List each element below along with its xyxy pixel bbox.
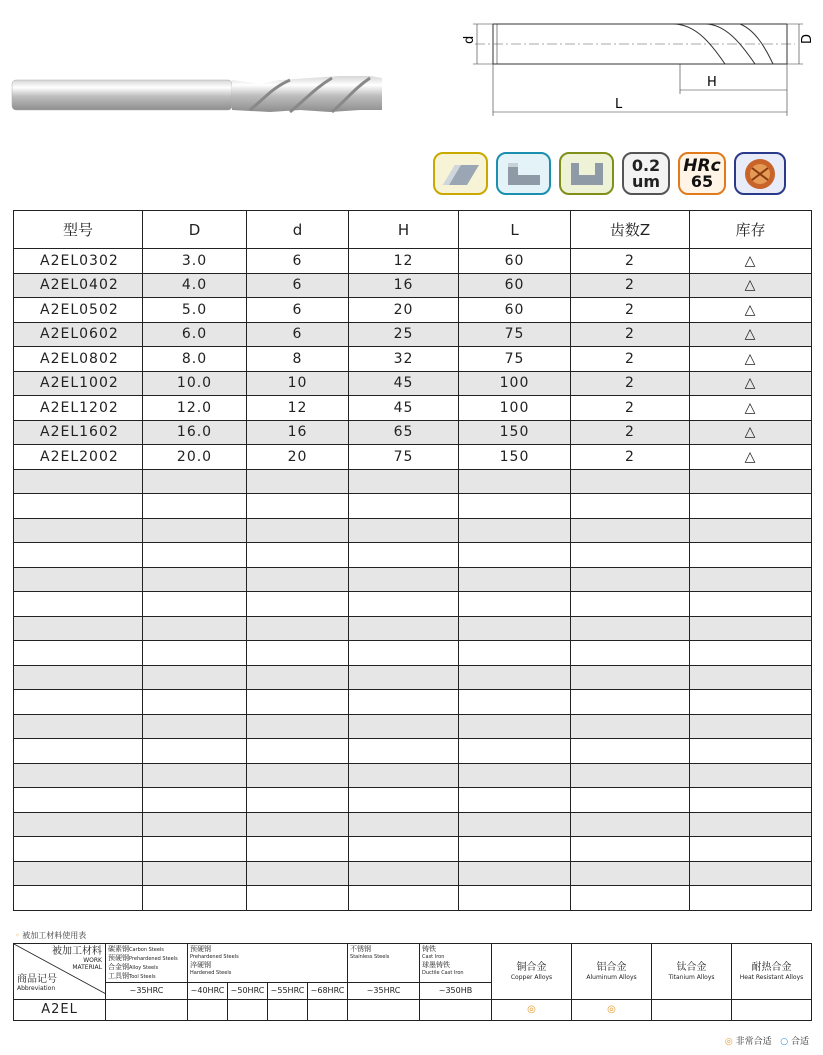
cell-H: 45 (349, 396, 459, 421)
cell-model: A2EL0802 (14, 347, 143, 372)
cell-d: 16 (247, 420, 349, 445)
empty-cell (14, 886, 143, 911)
empty-cell (14, 592, 143, 617)
hardness-cell: ~350HB (420, 983, 492, 1000)
cell-stock: △ (690, 445, 812, 470)
empty-cell (690, 469, 812, 494)
cell-D: 5.0 (143, 298, 247, 323)
cell-D: 3.0 (143, 249, 247, 274)
empty-cell (690, 543, 812, 568)
empty-cell (247, 739, 349, 764)
cell-model: A2EL0302 (14, 249, 143, 274)
empty-cell (143, 592, 247, 617)
empty-cell (143, 861, 247, 886)
empty-cell (247, 469, 349, 494)
label-H: H (707, 75, 717, 90)
table-row (14, 347, 812, 372)
cell-D: 12.0 (143, 396, 247, 421)
empty-cell (143, 494, 247, 519)
empty-cell (14, 494, 143, 519)
cell-L: 150 (459, 420, 571, 445)
table-row (14, 298, 812, 323)
empty-cell (349, 469, 459, 494)
cell-stock: △ (690, 298, 812, 323)
cell-D: 20.0 (143, 445, 247, 470)
empty-cell (14, 812, 143, 837)
cell-flutes: 2 (571, 396, 690, 421)
empty-row (14, 494, 812, 519)
empty-cell (349, 739, 459, 764)
hardness-cell: ~50HRC (228, 983, 268, 1000)
empty-cell (143, 690, 247, 715)
empty-cell (459, 518, 571, 543)
empty-cell (459, 861, 571, 886)
cell-D: 8.0 (143, 347, 247, 372)
empty-cell (143, 469, 247, 494)
empty-cell (349, 788, 459, 813)
precision-unit: um (631, 171, 661, 191)
empty-cell (247, 665, 349, 690)
empty-cell (459, 886, 571, 911)
empty-cell (571, 763, 690, 788)
empty-cell (143, 886, 247, 911)
cell-H: 20 (349, 298, 459, 323)
empty-cell (690, 665, 812, 690)
empty-cell (349, 861, 459, 886)
feature-icons (433, 152, 786, 195)
empty-cell (14, 763, 143, 788)
cell-model: A2EL1202 (14, 396, 143, 421)
empty-cell (571, 690, 690, 715)
empty-cell (143, 788, 247, 813)
cell-stock: △ (690, 322, 812, 347)
empty-cell (690, 690, 812, 715)
empty-cell (571, 641, 690, 666)
spec-table (13, 210, 812, 911)
hardness-cell: ~55HRC (268, 983, 308, 1000)
suitability-cell (652, 1000, 732, 1021)
empty-cell (571, 469, 690, 494)
very-suitable-label: 非常合适 (735, 1037, 772, 1047)
empty-row (14, 788, 812, 813)
dimension-drawing (455, 12, 815, 124)
empty-cell (690, 886, 812, 911)
empty-cell (14, 518, 143, 543)
cell-model: A2EL0502 (14, 298, 143, 323)
empty-cell (14, 641, 143, 666)
empty-cell (690, 861, 812, 886)
empty-cell (247, 616, 349, 641)
label-d: d (462, 35, 477, 44)
empty-cell (459, 592, 571, 617)
cell-flutes: 2 (571, 273, 690, 298)
cell-stock: △ (690, 420, 812, 445)
hardness-value: 65 (690, 171, 714, 191)
material-corner-cell: 被加工材料 WORK MATERIAL 商品记号 Abbreviation (14, 944, 106, 1000)
cell-model: A2EL0402 (14, 273, 143, 298)
empty-cell (571, 592, 690, 617)
empty-row (14, 739, 812, 764)
empty-cell (14, 690, 143, 715)
header-flutes: 齿数Z (571, 211, 690, 249)
cell-L: 75 (459, 347, 571, 372)
empty-cell (459, 690, 571, 715)
empty-cell (571, 567, 690, 592)
empty-row (14, 763, 812, 788)
cell-d: 12 (247, 396, 349, 421)
empty-cell (571, 861, 690, 886)
table-row (14, 249, 812, 274)
table-row (14, 273, 812, 298)
hardness-label: HRc (683, 155, 721, 176)
empty-row (14, 543, 812, 568)
material-group-stainless: 不锈钢 Stainless Steels (348, 944, 420, 983)
end-mill-photo (10, 70, 382, 118)
empty-cell (14, 861, 143, 886)
empty-row (14, 592, 812, 617)
empty-cell (247, 714, 349, 739)
empty-row (14, 886, 812, 911)
empty-cell (14, 837, 143, 862)
cell-stock: △ (690, 249, 812, 274)
cell-D: 4.0 (143, 273, 247, 298)
empty-cell (247, 763, 349, 788)
empty-cell (349, 592, 459, 617)
suitability-cell (228, 1000, 268, 1021)
empty-cell (247, 543, 349, 568)
empty-cell (143, 739, 247, 764)
empty-cell (247, 518, 349, 543)
material-heat-resistant: 耐热合金 Heat Resistant Alloys (732, 944, 812, 1000)
cell-flutes: 2 (571, 347, 690, 372)
empty-cell (571, 518, 690, 543)
empty-cell (459, 616, 571, 641)
material-group-steels: 碳素钢Carbon Steels 预硬钢Prehardened Steels 合金钢Alloy Steels 工具钢Tool Steels (106, 944, 188, 983)
table-row (14, 445, 812, 470)
material-table-title: ◦ 被加工材料使用表 (15, 931, 87, 940)
empty-cell (143, 714, 247, 739)
empty-cell (690, 739, 812, 764)
coating-icon (734, 152, 786, 195)
empty-cell (247, 690, 349, 715)
cell-d: 10 (247, 371, 349, 396)
hardness-cell: ~35HRC (348, 983, 420, 1000)
suitability-cell (188, 1000, 228, 1021)
suitable-label: 合适 (790, 1037, 809, 1047)
empty-cell (349, 518, 459, 543)
empty-cell (690, 837, 812, 862)
empty-row (14, 837, 812, 862)
empty-row (14, 567, 812, 592)
empty-cell (143, 543, 247, 568)
cell-D: 10.0 (143, 371, 247, 396)
header-D: D (143, 211, 247, 249)
cell-d: 8 (247, 347, 349, 372)
empty-row (14, 812, 812, 837)
very-suitable-icon: ◎ (724, 1037, 733, 1047)
empty-cell (14, 543, 143, 568)
empty-cell (143, 763, 247, 788)
empty-cell (14, 469, 143, 494)
empty-cell (349, 665, 459, 690)
empty-cell (349, 616, 459, 641)
empty-row (14, 616, 812, 641)
empty-cell (459, 812, 571, 837)
cell-model: A2EL0602 (14, 322, 143, 347)
label-L: L (615, 97, 623, 112)
table-row (14, 322, 812, 347)
table-row (14, 371, 812, 396)
empty-cell (571, 665, 690, 690)
empty-row (14, 518, 812, 543)
cell-model: A2EL1002 (14, 371, 143, 396)
precision-icon (622, 152, 670, 195)
empty-cell (349, 641, 459, 666)
cell-d: 6 (247, 273, 349, 298)
shoulder-icon (496, 152, 551, 195)
label-D: D (800, 33, 815, 44)
empty-cell (690, 714, 812, 739)
empty-cell (14, 739, 143, 764)
suitable-icon: ○ (780, 1037, 789, 1047)
empty-cell (459, 641, 571, 666)
cell-flutes: 2 (571, 249, 690, 274)
empty-cell (571, 543, 690, 568)
material-aluminum: 铝合金 Aluminum Alloys (572, 944, 652, 1000)
cell-d: 6 (247, 249, 349, 274)
cell-H: 45 (349, 371, 459, 396)
empty-cell (14, 665, 143, 690)
cell-L: 75 (459, 322, 571, 347)
empty-cell (247, 886, 349, 911)
empty-cell (14, 567, 143, 592)
cell-d: 6 (247, 322, 349, 347)
cell-stock: △ (690, 396, 812, 421)
empty-row (14, 665, 812, 690)
precision-value: 0.2 (631, 155, 661, 175)
empty-cell (14, 616, 143, 641)
cell-flutes: 2 (571, 445, 690, 470)
empty-cell (349, 567, 459, 592)
abbreviation-cell: A2EL (14, 1000, 106, 1021)
empty-cell (571, 739, 690, 764)
cell-H: 16 (349, 273, 459, 298)
empty-cell (14, 788, 143, 813)
header-H: H (349, 211, 459, 249)
empty-cell (459, 714, 571, 739)
cell-flutes: 2 (571, 298, 690, 323)
suitability-cell (420, 1000, 492, 1021)
material-titanium: 钛合金 Titanium Alloys (652, 944, 732, 1000)
empty-cell (349, 690, 459, 715)
empty-cell (459, 788, 571, 813)
empty-cell (690, 592, 812, 617)
empty-cell (690, 641, 812, 666)
empty-cell (690, 616, 812, 641)
empty-cell (143, 518, 247, 543)
empty-cell (459, 837, 571, 862)
empty-cell (143, 641, 247, 666)
empty-cell (690, 567, 812, 592)
material-copper: 铜合金 Copper Alloys (492, 944, 572, 1000)
empty-cell (571, 616, 690, 641)
empty-cell (143, 812, 247, 837)
cell-L: 150 (459, 445, 571, 470)
cell-model: A2EL2002 (14, 445, 143, 470)
empty-cell (571, 812, 690, 837)
empty-cell (247, 837, 349, 862)
cell-model: A2EL1602 (14, 420, 143, 445)
material-group-cast-iron: 铸铁 Cast Iron 球墨铸铁 Ductile Cast Iron (420, 944, 492, 983)
cell-H: 65 (349, 420, 459, 445)
empty-cell (247, 812, 349, 837)
empty-cell (459, 494, 571, 519)
hardness-cell: ~40HRC (188, 983, 228, 1000)
cell-L: 60 (459, 273, 571, 298)
empty-cell (14, 714, 143, 739)
slot-icon (433, 152, 488, 195)
empty-cell (690, 788, 812, 813)
suitability-cell (268, 1000, 308, 1021)
table-row (14, 420, 812, 445)
material-table (13, 943, 812, 1021)
empty-cell (349, 714, 459, 739)
empty-cell (247, 592, 349, 617)
cell-D: 6.0 (143, 322, 247, 347)
pocket-icon (559, 152, 614, 195)
suitability-legend (725, 1034, 809, 1047)
cell-flutes: 2 (571, 371, 690, 396)
suitability-aluminum: ◎ (572, 1000, 652, 1021)
empty-cell (349, 837, 459, 862)
empty-cell (247, 788, 349, 813)
empty-cell (690, 812, 812, 837)
empty-cell (143, 837, 247, 862)
cell-H: 12 (349, 249, 459, 274)
empty-cell (571, 494, 690, 519)
empty-cell (459, 739, 571, 764)
empty-cell (349, 494, 459, 519)
cell-stock: △ (690, 371, 812, 396)
cell-H: 75 (349, 445, 459, 470)
suitability-cell (106, 1000, 188, 1021)
cell-L: 60 (459, 249, 571, 274)
empty-cell (143, 567, 247, 592)
hardness-icon (678, 152, 726, 195)
empty-cell (349, 812, 459, 837)
empty-row (14, 861, 812, 886)
empty-cell (571, 837, 690, 862)
empty-row (14, 469, 812, 494)
empty-cell (349, 886, 459, 911)
empty-cell (690, 518, 812, 543)
empty-cell (459, 665, 571, 690)
empty-cell (349, 763, 459, 788)
cell-d: 6 (247, 298, 349, 323)
empty-cell (459, 567, 571, 592)
suitability-copper: ◎ (492, 1000, 572, 1021)
empty-cell (143, 616, 247, 641)
empty-cell (247, 861, 349, 886)
empty-cell (459, 763, 571, 788)
empty-cell (247, 494, 349, 519)
empty-cell (571, 886, 690, 911)
empty-cell (349, 543, 459, 568)
cell-d: 20 (247, 445, 349, 470)
cell-H: 32 (349, 347, 459, 372)
cell-stock: △ (690, 347, 812, 372)
cell-D: 16.0 (143, 420, 247, 445)
suitability-cell (732, 1000, 812, 1021)
empty-cell (143, 665, 247, 690)
cell-flutes: 2 (571, 322, 690, 347)
empty-cell (247, 567, 349, 592)
cell-L: 100 (459, 371, 571, 396)
empty-cell (571, 788, 690, 813)
header-d: d (247, 211, 349, 249)
cell-L: 100 (459, 396, 571, 421)
empty-row (14, 690, 812, 715)
header-L: L (459, 211, 571, 249)
cell-L: 60 (459, 298, 571, 323)
empty-row (14, 714, 812, 739)
hardness-cell: ~35HRC (106, 983, 188, 1000)
header-model: 型号 (14, 211, 143, 249)
header-stock: 库存 (690, 211, 812, 249)
empty-row (14, 641, 812, 666)
suitability-cell (308, 1000, 348, 1021)
cell-H: 25 (349, 322, 459, 347)
empty-cell (571, 714, 690, 739)
cell-stock: △ (690, 273, 812, 298)
hardness-cell: ~68HRC (308, 983, 348, 1000)
empty-cell (690, 494, 812, 519)
suitability-cell (348, 1000, 420, 1021)
material-group-hardened: 预硬钢 Prehardened Steels 淬硬钢 Hardened Steels (188, 944, 348, 983)
empty-cell (459, 543, 571, 568)
empty-cell (459, 469, 571, 494)
table-row (14, 396, 812, 421)
empty-cell (690, 763, 812, 788)
cell-flutes: 2 (571, 420, 690, 445)
empty-cell (247, 641, 349, 666)
